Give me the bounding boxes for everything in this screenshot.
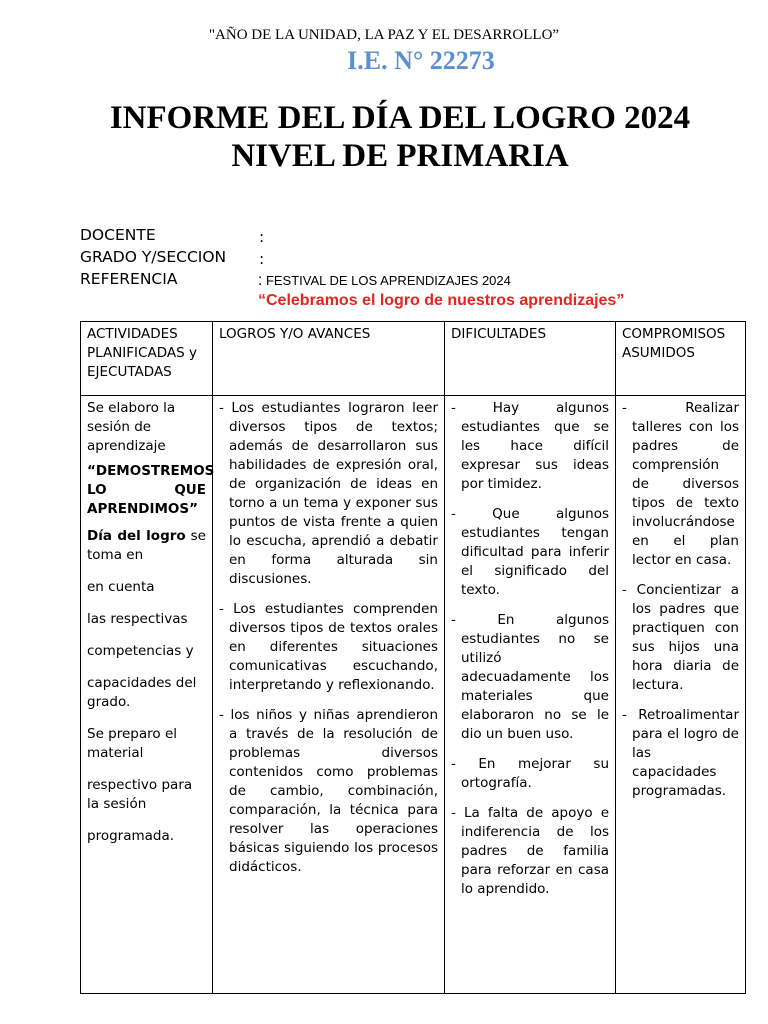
logro-item: - los niños y niñas aprendieron a través de la resolución de problemas diversos contenidos como problemas de cambio, combinación, comparación, la técnica para resolver las operaciones básicas siguiendo los procesos didácticos.	[219, 707, 438, 875]
referencia-label: REFERENCIA	[80, 270, 178, 288]
slogan: “Celebramos el logro de nuestros aprendizajes”	[258, 292, 625, 309]
logro-item: - Los estudiantes lograron leer diversos tipos de textos; además de desarrollaron sus habilidades de expresión oral, de organización de ideas en torno a un tema y exponer sus puntos de vista frente a quien lo escucha, aprendió a debatir en forma alturada sin discusiones.	[219, 400, 438, 587]
report-subtitle: NIVEL DE PRIMARIA	[231, 138, 569, 174]
school-name: I.E. N° 22273	[347, 46, 495, 75]
dificultad-item: - En algunos estudiantes no se utilizó adecuadamente los materiales que elaboraron no se le dio un buen uso.	[451, 612, 609, 742]
referencia-text: FESTIVAL DE LOS APRENDIZAJES 2024	[265, 273, 511, 288]
docente-colon: :	[259, 228, 265, 246]
dificultad-item: - En mejorar su ortografía.	[451, 756, 609, 791]
dificultad-item: - Hay algunos estudiantes que se les hace difícil expresar sus ideas por timidez.	[451, 400, 609, 492]
docente-label: DOCENTE	[80, 226, 156, 244]
grado-seccion-label: GRADO Y/SECCION	[80, 248, 227, 266]
header-logros: LOGROS Y/O AVANCES	[213, 322, 445, 396]
report-table	[80, 321, 746, 994]
compromiso-item: - Concientizar a los padres que practiquen con sus hijos una hora diaria de lectura.	[622, 582, 739, 693]
header-actividades: ACTIVIDADES PLANIFICADAS y EJECUTADAS	[81, 322, 213, 396]
cell-actividades	[81, 396, 213, 994]
cell-logros	[213, 396, 445, 994]
actividades-p3-rest: se toma en	[87, 528, 206, 563]
actividades-p1: Se elaboro la sesión de aprendizaje	[87, 400, 176, 454]
cell-compromisos	[616, 396, 746, 994]
compromiso-item: - Retroalimentar para el logro de las capacidades programadas.	[622, 707, 739, 799]
report-title: INFORME DEL DÍA DEL LOGRO 2024	[109, 100, 691, 136]
cell-dificultades	[445, 396, 616, 994]
dificultad-item: - La falta de apoyo e indiferencia de los padres de familia para reforzar en casa lo aprendido.	[451, 805, 609, 897]
actividades-p6: competencias y	[87, 643, 194, 659]
actividades-p5: las respectivas	[87, 611, 188, 627]
actividades-p10: programada.	[87, 828, 175, 844]
actividades-p3	[87, 527, 206, 565]
header-dificultades: DIFICULTADES	[445, 322, 616, 396]
referencia-colon: :	[258, 272, 263, 289]
actividades-p4: en cuenta	[87, 579, 155, 595]
compromiso-item: - Realizar talleres con los padres de comprensión de diversos tipos de texto involucrándose en el plan lector en casa.	[622, 400, 739, 568]
dia-del-logro: Día del logro	[87, 528, 186, 544]
year-motto: "AÑO DE LA UNIDAD, LA PAZ Y EL DESARROLLO”	[208, 27, 560, 43]
actividades-p2: “DEMOSTREMOS LO QUE APRENDIMOS”	[87, 463, 215, 517]
actividades-p7: capacidades del grado.	[87, 675, 197, 710]
logro-item: - Los estudiantes comprenden diversos tipos de textos orales en diferentes situaciones comunicativas escuchando, interpretando y reflexionando.	[219, 601, 438, 693]
actividades-p9: respectivo para la sesión	[87, 777, 193, 812]
table-header-row	[81, 322, 746, 396]
actividades-p8: Se preparo el material	[87, 726, 177, 761]
header-compromisos: COMPROMISOS ASUMIDOS	[616, 322, 746, 396]
grado-colon: :	[259, 250, 265, 268]
table-row	[81, 396, 746, 994]
dificultad-item: - Que algunos estudiantes tengan dificultad para inferir el significado del texto.	[451, 506, 609, 598]
referencia-value	[258, 272, 511, 290]
